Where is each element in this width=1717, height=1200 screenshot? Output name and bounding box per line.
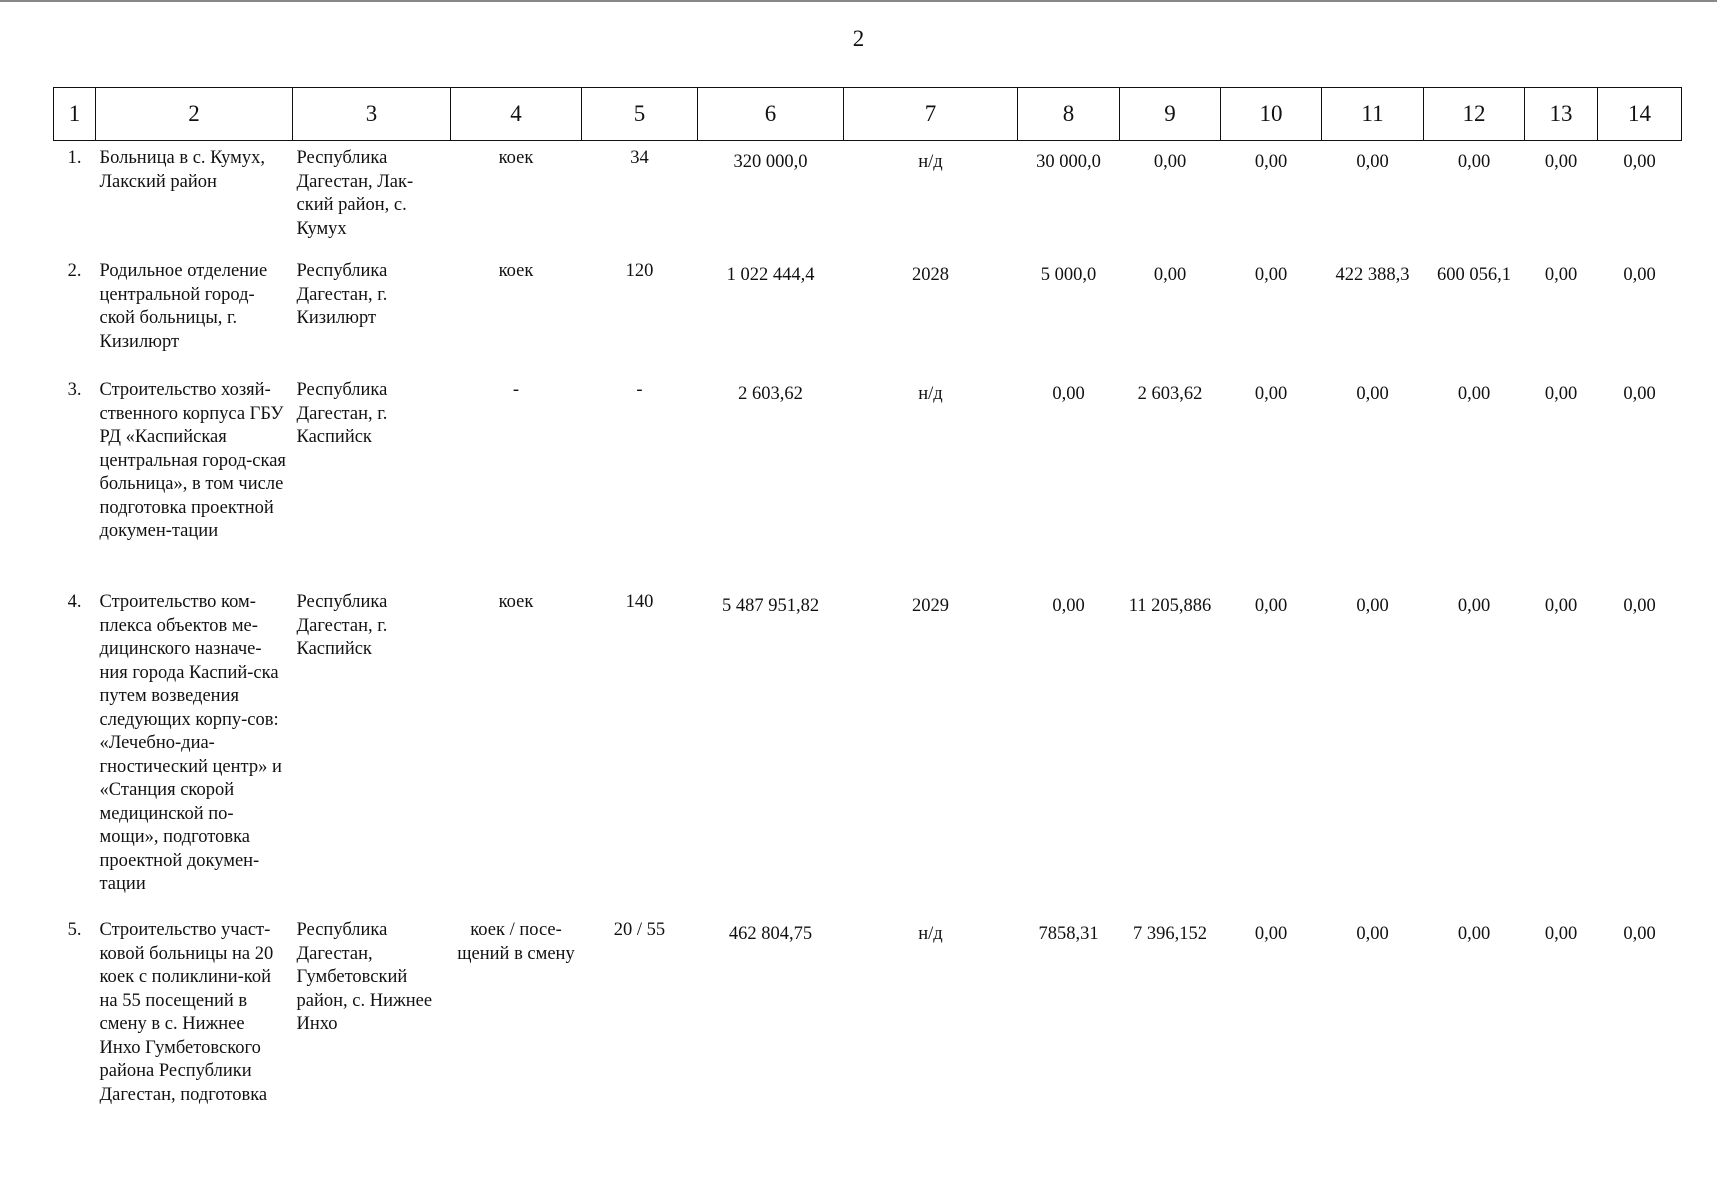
object-name: Строительство хозяй-ственного корпуса ГБУ РД «Каспийская центральная город-ская больница», в том числе подготовка проектной докумен-тации [99,380,286,541]
value-col-10: 0,00 [1254,384,1288,404]
capacity-unit: коек [498,148,534,168]
value-col-8: 5 000,0 [1040,265,1097,285]
investment-table [53,87,1682,1123]
estimated-cost: 5 487 951,82 [721,596,820,616]
object-name: Строительство ком-плекса объектов ме-дицинского назначе-ния города Каспий-ска путем возведения следующих корпу-сов: «Лечебно-диа-гностический центр» и «Станция скорой медицинской по-мощи», подготовка проектной докумен-тации [99,592,282,894]
column-header: 11 [1322,88,1424,141]
value-col-11: 422 388,3 [1335,265,1410,285]
column-header: 7 [844,88,1018,141]
estimated-cost: 1 022 444,4 [726,265,815,285]
column-header: 12 [1424,88,1525,141]
capacity-value: 20 / 55 [613,920,666,940]
value-col-10: 0,00 [1254,152,1288,172]
capacity-unit: коек [498,592,534,612]
object-name: Больница в с. Кумух, Лакский район [99,148,265,192]
completion-year: 2029 [912,596,949,616]
value-col-10: 0,00 [1254,924,1288,944]
completion-year: н/д [918,924,943,944]
value-col-14: 0,00 [1623,265,1656,285]
value-col-14: 0,00 [1623,924,1656,944]
table-body [54,141,1682,1124]
row-number: 5. [67,920,82,940]
row-number: 4. [67,592,82,612]
value-col-13: 0,00 [1544,924,1578,944]
column-header: 8 [1018,88,1120,141]
column-header: 4 [451,88,582,141]
column-header: 5 [582,88,698,141]
value-col-8: 0,00 [1052,596,1085,616]
value-col-9: 0,00 [1153,152,1187,172]
capacity-value: 34 [630,148,649,168]
value-col-13: 0,00 [1544,265,1578,285]
table-row [54,141,1682,255]
value-col-11: 0,00 [1356,596,1389,616]
value-col-12: 0,00 [1457,384,1491,404]
table-row [54,585,1682,913]
table-header [54,88,1682,141]
value-col-9: 0,00 [1153,265,1187,285]
completion-year: н/д [918,152,943,172]
completion-year: н/д [918,384,943,404]
table-row [54,373,1682,585]
column-header: 3 [293,88,451,141]
row-number: 2. [67,261,82,281]
capacity-value: 140 [625,592,654,612]
object-name: Родильное отделение центральной город-ской больницы, г. Кизилюрт [99,261,268,352]
value-col-11: 0,00 [1356,384,1389,404]
capacity-unit: коек [498,261,534,281]
value-col-9: 7 396,152 [1133,924,1207,944]
value-col-13: 0,00 [1544,384,1578,404]
value-col-8: 30 000,0 [1036,152,1101,172]
value-col-9: 2 603,62 [1137,384,1203,404]
capacity-value: - [636,380,643,400]
value-col-13: 0,00 [1544,152,1578,172]
value-col-14: 0,00 [1623,596,1656,616]
capacity-value: 120 [625,261,654,281]
estimated-cost: 320 000,0 [733,152,808,172]
column-header: 9 [1120,88,1221,141]
row-number: 3. [67,380,82,400]
object-address: Республика Дагестан, г. Каспийск [296,592,388,659]
value-col-12: 0,00 [1457,596,1491,616]
object-address: Республика Дагестан, Гумбетовский район, с. Нижнее Инхо [296,920,433,1034]
object-name: Строительство участ-ковой больницы на 20 коек с поликлини-кой на 55 посещений в смену в с. Нижнее Инхо Гумбетовского района Республики Дагестан, подготовка [99,920,274,1105]
completion-year: 2028 [912,265,949,285]
capacity-unit: - [512,380,520,400]
value-col-14: 0,00 [1623,152,1656,172]
row-number: 1. [67,148,82,168]
value-col-14: 0,00 [1623,384,1656,404]
value-col-12: 0,00 [1457,152,1491,172]
value-col-8: 0,00 [1052,384,1085,404]
object-address: Республика Дагестан, г. Каспийск [296,380,388,447]
value-col-11: 0,00 [1356,152,1389,172]
value-col-12: 0,00 [1457,924,1491,944]
column-header: 6 [698,88,844,141]
page-top-edge [0,0,1717,2]
column-header: 13 [1525,88,1598,141]
object-address: Республика Дагестан, Лак-ский район, с. Кумух [296,148,414,239]
value-col-10: 0,00 [1254,596,1288,616]
column-header: 14 [1598,88,1682,141]
value-col-9: 11 205,886 [1128,596,1212,616]
estimated-cost: 462 804,75 [728,924,813,944]
value-col-11: 0,00 [1356,924,1389,944]
value-col-12: 600 056,1 [1437,265,1511,285]
header-row [54,88,1682,141]
table-row [54,913,1682,1123]
value-col-13: 0,00 [1544,596,1578,616]
column-header: 10 [1221,88,1322,141]
column-header: 1 [54,88,96,141]
capacity-unit: коек / посе-щений в смену [457,920,575,964]
column-header: 2 [96,88,293,141]
page-number: 2 [852,26,865,51]
table-row [54,254,1682,373]
estimated-cost: 2 603,62 [738,384,803,404]
value-col-10: 0,00 [1254,265,1288,285]
object-address: Республика Дагестан, г. Кизилюрт [296,261,388,328]
value-col-8: 7858,31 [1038,924,1099,944]
